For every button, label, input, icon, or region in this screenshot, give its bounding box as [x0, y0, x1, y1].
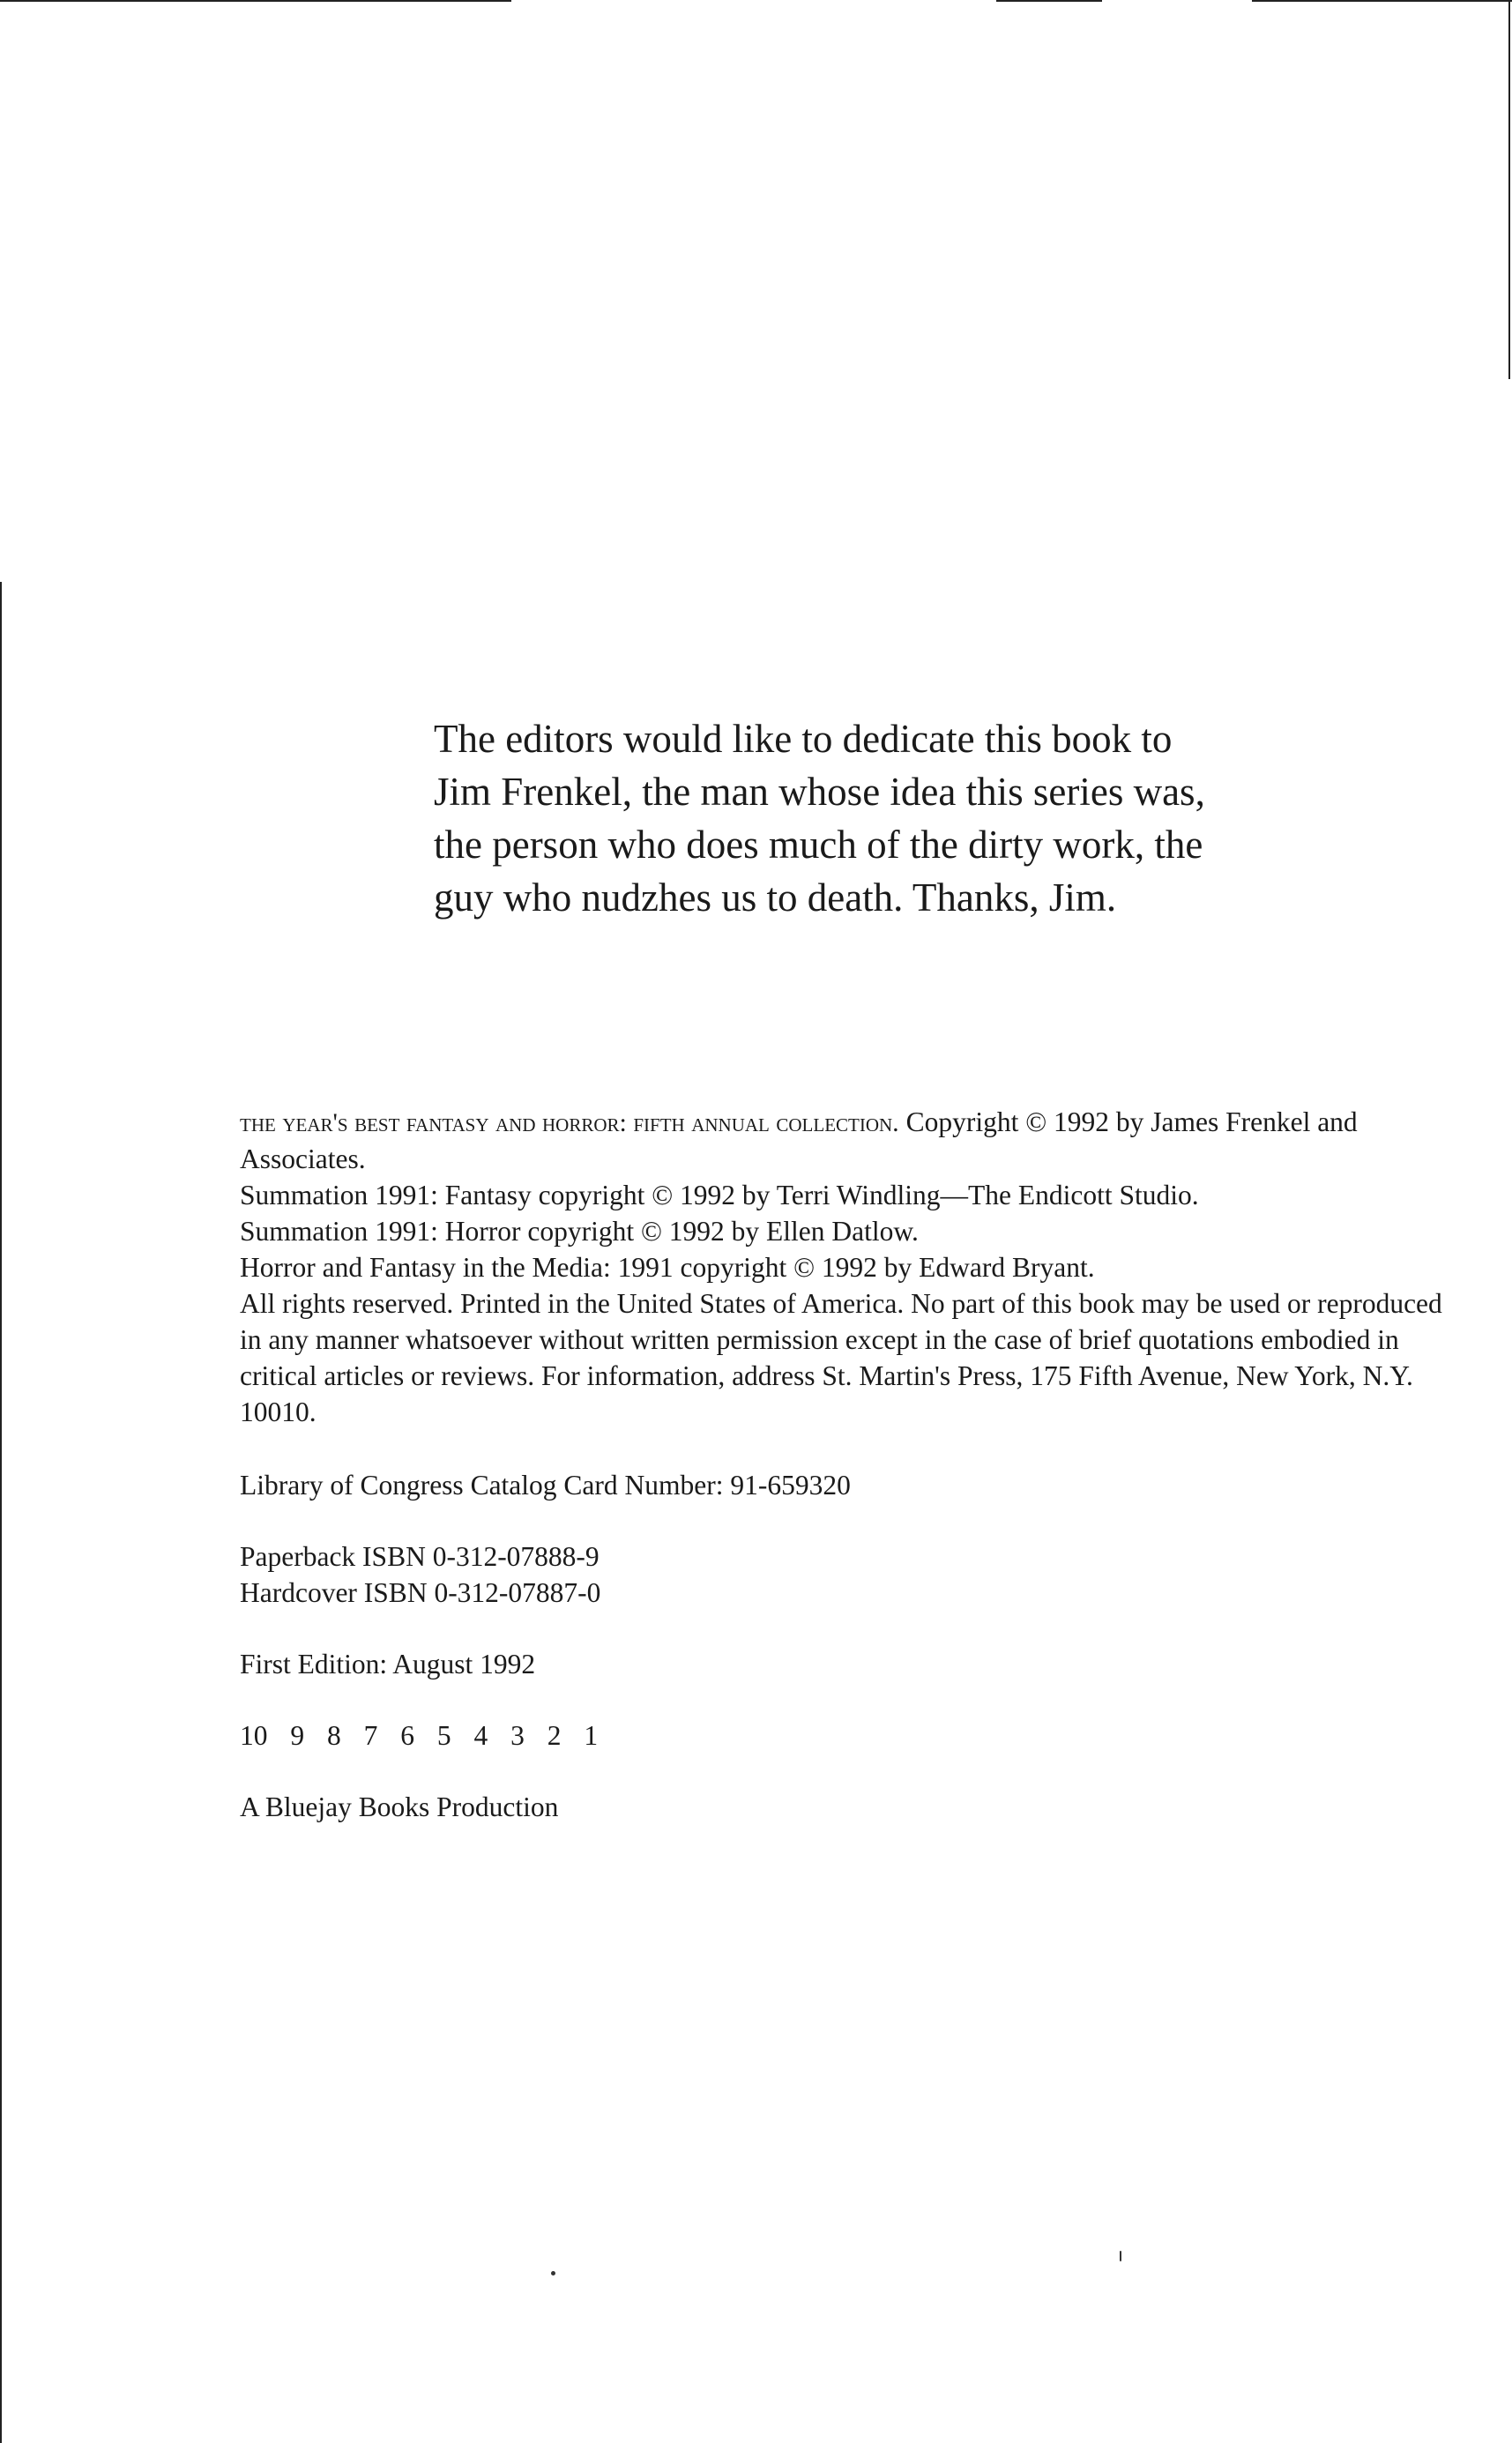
book-title: the year's best fantasy and horror: fifth annual collection.	[240, 1108, 899, 1137]
scan-speck	[551, 2271, 555, 2275]
summation-horror-credit: Summation 1991: Horror copyright © 1992 by Ellen Datlow.	[240, 1216, 919, 1247]
copyright-holder: Copyright © 1992 by James Frenkel and Associates.	[240, 1106, 1358, 1174]
isbn-hardcover: Hardcover ISBN 0-312-07887-0	[240, 1577, 601, 1608]
scan-border-top-left	[0, 0, 511, 2]
dedication-line: guy who nudzhes us to death. Thanks, Jim.	[434, 875, 1117, 920]
media-credit: Horror and Fantasy in the Media: 1991 copyright © 1992 by Edward Bryant.	[240, 1252, 1095, 1283]
scan-border-left	[0, 582, 2, 2443]
edition-statement: First Edition: August 1992	[240, 1649, 536, 1680]
copyright-title-line	[240, 1104, 1465, 1177]
scan-border-right	[1508, 0, 1510, 379]
scan-border-top-mid	[996, 0, 1102, 2]
dedication-line: Jim Frenkel, the man whose idea this series was,	[434, 770, 1205, 814]
scan-border-top-right	[1252, 0, 1512, 2]
isbn-paperback: Paperback ISBN 0-312-07888-9	[240, 1541, 600, 1572]
dedication	[434, 712, 1315, 924]
copyright-notice	[240, 1104, 1465, 1825]
lccn: Library of Congress Catalog Card Number: 91-659320	[240, 1470, 851, 1501]
dedication-line: the person who does much of the dirty work, the	[434, 823, 1203, 867]
dedication-line: The editors would like to dedicate this book to	[434, 717, 1173, 761]
rights-statement: All rights reserved. Printed in the United States of America. No part of this book may be used or reproduced in any manner whatsoever without written permission except in the case of brief quotations embodied in critical articles or reviews. For information, address St. Martin's Press, 175 Fifth Avenue, New York, N.Y. 10010.	[240, 1288, 1442, 1427]
summation-fantasy-credit: Summation 1991: Fantasy copyright © 1992 by Terri Windling—The Endicott Studio.	[240, 1180, 1199, 1210]
printer-key: 10 9 8 7 6 5 4 3 2 1	[240, 1720, 599, 1751]
production-credit: A Bluejay Books Production	[240, 1791, 559, 1822]
scan-speck	[1120, 2251, 1121, 2261]
